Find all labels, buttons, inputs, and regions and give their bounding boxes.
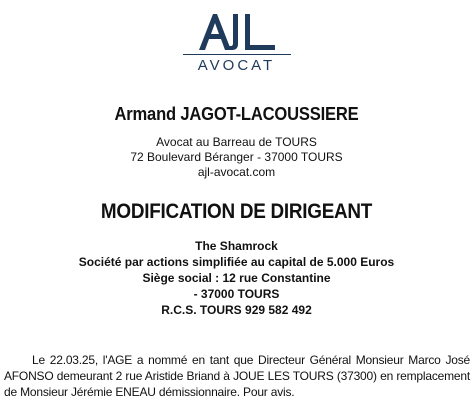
lawyer-address: 72 Boulevard Béranger - 37000 TOURS <box>130 150 343 164</box>
lawyer-details <box>0 135 473 180</box>
notice-body-text: Le 22.03.25, l'AGE a nommé en tant que Directeur Général Monsieur Marco José AFONSO demeurant 2 rue Aristide Briand à JOUE LES TOURS (37300) en remplacement de Monsieur Jérémie ENEAU démissionnaire. Pour avis. <box>4 353 470 399</box>
company-rcs: R.C.S. TOURS 929 582 492 <box>161 303 312 317</box>
lawyer-website: ajl-avocat.com <box>197 165 276 179</box>
lawyer-name: Armand JAGOT-LACOUSSIERE <box>114 104 359 124</box>
logo-subtitle: AVOCAT <box>197 57 276 74</box>
company-legal-form: Société par actions simplifiée au capital de 5.000 Euros <box>78 255 395 269</box>
company-seat: Siège social : 12 rue Constantine <box>142 271 331 285</box>
company-details <box>0 238 473 318</box>
ajl-monogram-logo <box>177 10 297 52</box>
logo <box>0 10 473 74</box>
company-city: - 37000 TOURS <box>193 287 280 301</box>
company-name: The Shamrock <box>195 239 278 253</box>
logo-divider <box>183 54 291 55</box>
lawyer-bar: Avocat au Barreau de TOURS <box>156 135 317 149</box>
notice-title: MODIFICATION DE DIRIGEANT <box>100 200 373 223</box>
notice-body <box>4 352 470 400</box>
